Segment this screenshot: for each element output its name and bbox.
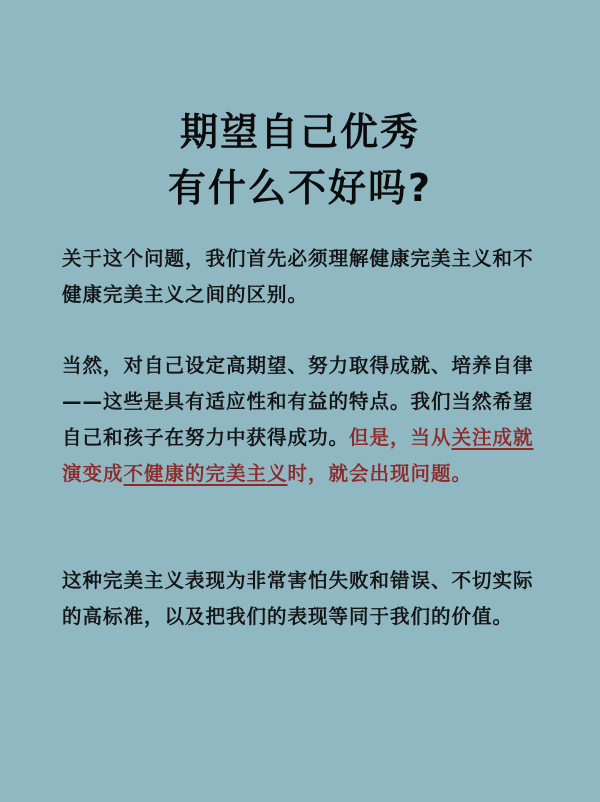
paragraph-2-red-end: 时，就会出现问题。 xyxy=(287,462,473,485)
title-line-2: 有什么不好吗? xyxy=(167,166,433,210)
paragraph-2-red-start: 但是，当从 xyxy=(349,426,452,449)
title-line-1: 期望自己优秀 xyxy=(179,110,420,154)
paragraph-1: 关于这个问题，我们首先必须理解健康完美主义和不健康完美主义之间的区别。 xyxy=(62,247,534,306)
paragraph-2 xyxy=(62,348,540,492)
page-title xyxy=(0,104,600,216)
paragraph-2-red-underlined-focus: 关注成就 xyxy=(451,426,534,449)
paragraph-3: 这种完美主义表现为非常害怕失败和错误、不切实际的高标准，以及把我们的表现等同于我们的价值。 xyxy=(62,569,534,628)
paragraph-2-normal: 当然，对自己设定高期望、努力取得成就、培养自律——这些是具有适应性和有益的特点。我们当然希望自己和孩子在努力中获得成功。 xyxy=(62,354,534,449)
paragraph-2-red-middle: 演变成 xyxy=(62,462,124,485)
paragraph-2-red-underlined-unhealthy: 不健康的完美主义 xyxy=(123,462,288,485)
